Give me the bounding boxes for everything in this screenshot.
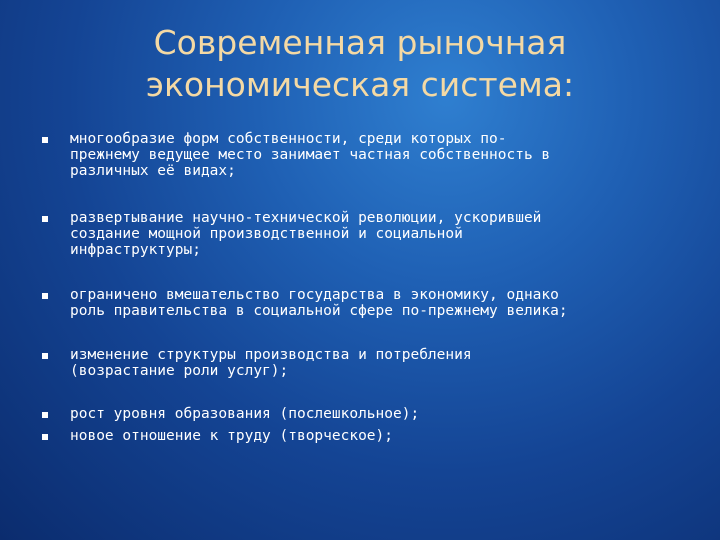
bullet-marker-icon — [42, 434, 48, 440]
bullet-marker-icon — [42, 216, 48, 222]
bullet-marker-icon — [42, 293, 48, 299]
bullet-text: рост уровня образования (послешкольное); — [70, 406, 420, 422]
bullet-text: изменение структуры производства и потребления (возрастание роли услуг); — [70, 347, 472, 379]
bullet-text: развертывание научно-технической революции, ускорившей создание мощной производственной и социальной инфраструктуры; — [70, 210, 542, 258]
bullet-text: новое отношение к труду (творческое); — [70, 428, 394, 444]
title-line-1: Современная рыночная — [153, 23, 567, 62]
bullet-text: ограничено вмешательство государства в экономику, однако роль правительства в социальной сфере по-прежнему велика; — [70, 287, 568, 319]
bullet-marker-icon — [42, 412, 48, 418]
bullet-text: многообразие форм собственности, среди которых по- прежнему ведущее место занимает частная собственность в различных её видах; — [70, 131, 551, 179]
bullet-marker-icon — [42, 353, 48, 359]
bullet-marker-icon — [42, 137, 48, 143]
title-line-2: экономическая система: — [145, 65, 575, 104]
